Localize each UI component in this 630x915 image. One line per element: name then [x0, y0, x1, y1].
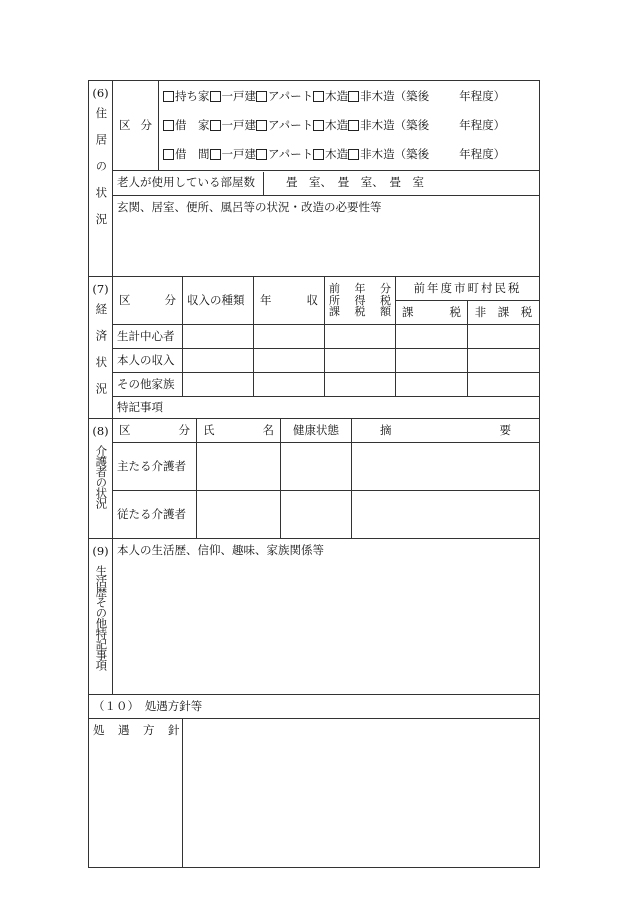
- cell-input[interactable]: [254, 325, 325, 349]
- care-record-form: [88, 80, 539, 868]
- caregiver-section-title: (8) 介護者の状況: [89, 419, 113, 539]
- entrance-condition-field[interactable]: 玄関、居室、便所、風呂等の状況・改造の必要性等: [113, 195, 540, 276]
- checkbox[interactable]: [348, 120, 359, 131]
- housing-line-rented-room: 借 間 一戸建 アパート 木造 非木造 （築後 年程度）: [159, 140, 539, 169]
- income-type-header: 収入の種類: [183, 277, 254, 325]
- row-label-sub-caregiver: 従たる介護者: [113, 491, 197, 539]
- housing-type-options: [159, 81, 540, 171]
- cell-input[interactable]: [325, 349, 396, 373]
- cell-input[interactable]: [396, 325, 468, 349]
- cell-input[interactable]: [352, 443, 540, 491]
- checkbox[interactable]: [313, 149, 324, 160]
- caregiver-section: [88, 418, 540, 539]
- checkbox[interactable]: [256, 149, 267, 160]
- local-tax-header: 前年度市町村民税: [396, 277, 540, 301]
- economic-notes-field[interactable]: 特記事項: [113, 397, 540, 419]
- cell-input[interactable]: [325, 373, 396, 397]
- taxed-header: 課 税: [396, 301, 468, 325]
- checkbox[interactable]: [313, 120, 324, 131]
- life-history-field[interactable]: 本人の生活歴、信仰、趣味、家族関係等: [113, 539, 540, 695]
- cell-input[interactable]: [468, 349, 540, 373]
- cell-input[interactable]: [254, 373, 325, 397]
- cell-input[interactable]: [254, 349, 325, 373]
- cell-input[interactable]: [183, 373, 254, 397]
- cell-input[interactable]: [197, 491, 281, 539]
- cell-input[interactable]: [183, 325, 254, 349]
- rooms-count-field[interactable]: 畳 室、 畳 室、 畳 室: [286, 175, 424, 190]
- checkbox[interactable]: [210, 149, 221, 160]
- caregiver-kubun-header: 区 分: [113, 419, 197, 443]
- cell-input[interactable]: [468, 325, 540, 349]
- rooms-row: 老人が使用している部屋数 畳 室、 畳 室、 畳 室: [113, 171, 540, 196]
- row-label-other-family: その他家族: [113, 373, 183, 397]
- cell-input[interactable]: [325, 325, 396, 349]
- cell-input[interactable]: [197, 443, 281, 491]
- economic-section-title: (7) 経済状況: [89, 277, 113, 419]
- policy-field[interactable]: [183, 719, 540, 868]
- policy-label: 処 遇 方 針: [89, 719, 183, 868]
- annual-income-header: 年 収: [254, 277, 325, 325]
- cell-input[interactable]: [183, 349, 254, 373]
- housing-line-owned: 持ち家 一戸建 アパート 木造 非木造 （築後 年程度）: [159, 82, 539, 111]
- housing-section-title: (6) 住居の状況: [89, 81, 113, 277]
- life-history-section: [88, 538, 540, 695]
- checkbox[interactable]: [256, 120, 267, 131]
- cell-input[interactable]: [396, 373, 468, 397]
- checkbox[interactable]: [348, 91, 359, 102]
- checkbox[interactable]: [163, 149, 174, 160]
- checkbox[interactable]: [256, 91, 267, 102]
- checkbox[interactable]: [313, 91, 324, 102]
- cell-input[interactable]: [281, 443, 352, 491]
- housing-kubun-label: 区 分: [113, 81, 159, 171]
- row-label-own-income: 本人の収入: [113, 349, 183, 373]
- cell-input[interactable]: [396, 349, 468, 373]
- life-history-section-title: (9) 生活歴その他特記事項: [89, 539, 113, 695]
- health-header: 健康状態: [281, 419, 352, 443]
- caregiver-name-header: 氏 名: [197, 419, 281, 443]
- cell-input[interactable]: [468, 373, 540, 397]
- cell-input[interactable]: [352, 491, 540, 539]
- checkbox[interactable]: [163, 120, 174, 131]
- checkbox[interactable]: [348, 149, 359, 160]
- housing-section: [88, 80, 540, 277]
- treatment-policy-section: [88, 694, 540, 868]
- checkbox[interactable]: [210, 120, 221, 131]
- prev-income-tax-header: 前 年 分 所 得 税 課 税 額: [325, 277, 396, 325]
- checkbox[interactable]: [163, 91, 174, 102]
- row-label-main-earner: 生計中心者: [113, 325, 183, 349]
- treatment-policy-title: （１０） 処遇方針等: [89, 695, 540, 719]
- economic-kubun-header: 区 分: [113, 277, 183, 325]
- summary-header: 摘 要: [352, 419, 540, 443]
- economic-section: [88, 276, 540, 419]
- housing-line-rented-house: 借 家 一戸建 アパート 木造 非木造 （築後 年程度）: [159, 111, 539, 140]
- nontaxed-header: 非 課 税: [468, 301, 540, 325]
- checkbox[interactable]: [210, 91, 221, 102]
- row-label-main-caregiver: 主たる介護者: [113, 443, 197, 491]
- cell-input[interactable]: [281, 491, 352, 539]
